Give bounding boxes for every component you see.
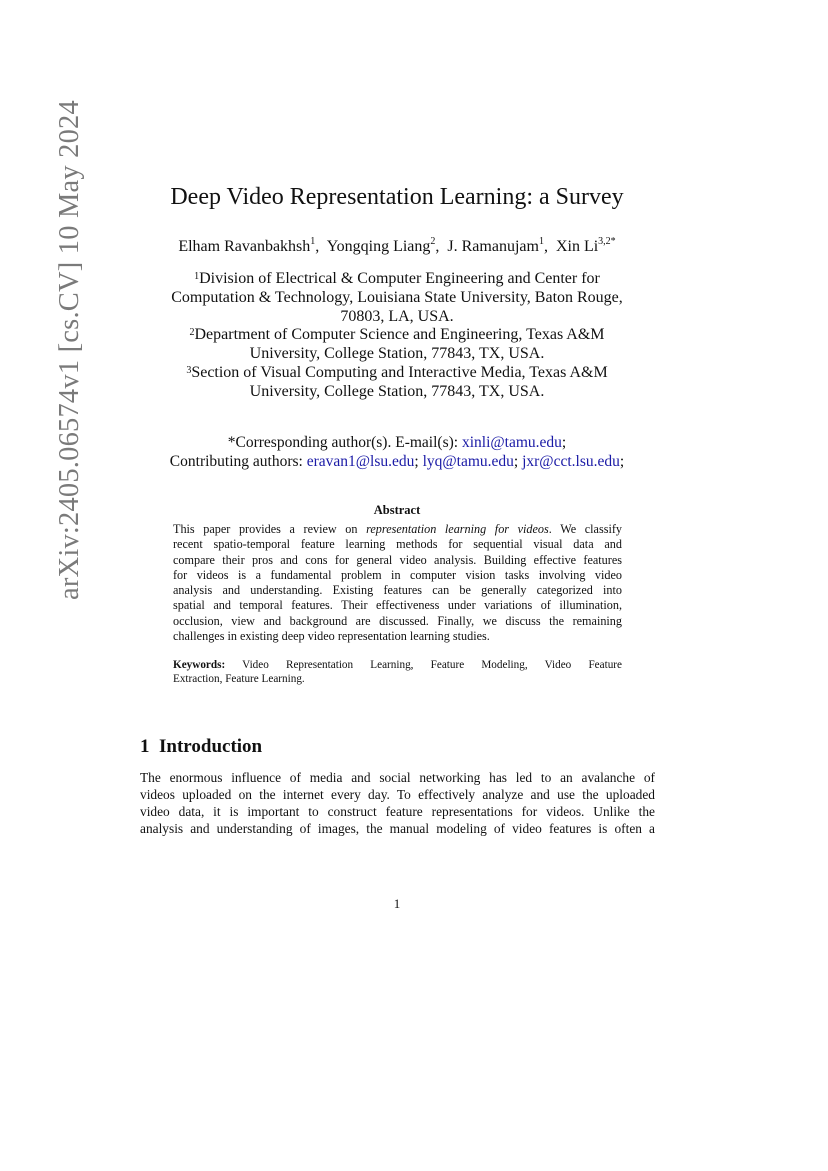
corresponding-author-line: *Corresponding author(s). E-mail(s): xinli@tamu.edu;	[227, 434, 567, 451]
affiliation-line: Section of Visual Computing and Interactive Media, Texas A&M	[191, 364, 608, 381]
affiliation-line: University, College Station, 77843, TX, USA.	[249, 383, 545, 400]
abstract-line: spatial and temporal features. Their effectiveness under variations of illumination,	[173, 598, 622, 613]
corresponding-email-link[interactable]: xinli@tamu.edu	[461, 434, 562, 451]
abstract-line: recent spatio-temporal feature learning methods for sequential visual data and	[173, 537, 622, 552]
abstract-heading: Abstract	[373, 503, 421, 517]
affiliation-line: Computation & Technology, Louisiana State University, Baton Rouge,	[171, 289, 623, 306]
arxiv-identifier-stamp: arXiv:2405.06574v1 [cs.CV] 10 May 2024	[54, 100, 85, 600]
abstract-line: occlusion, view and background are discussed. Finally, we discuss the remaining	[173, 613, 622, 628]
contributing-authors-line: Contributing authors: eravan1@lsu.edu; lyq@tamu.edu; jxr@cct.lsu.edu;	[169, 453, 625, 470]
author-name: J. Ramanujam	[447, 238, 539, 255]
affiliation-superscript: 2	[189, 327, 195, 338]
author-name: Yongqing Liang	[326, 238, 431, 255]
paragraph-line: The enormous influence of media and social networking has led to an avalanche of	[140, 770, 655, 785]
corresponding-label: *Corresponding author(s). E-mail(s):	[227, 434, 462, 451]
abstract-line: challenges in existing deep video representation learning studies.	[173, 629, 490, 644]
contributor-email-link[interactable]: eravan1@lsu.edu	[306, 453, 415, 470]
abstract-line: for videos is a fundamental problem in computer vision tasks involving video	[173, 567, 622, 582]
affiliation-3	[0, 363, 794, 401]
affiliation-2	[0, 325, 794, 363]
author-name: Xin Li	[555, 238, 599, 255]
keywords-label: Keywords:	[173, 659, 226, 671]
contributor-email-link[interactable]: lyq@tamu.edu	[422, 453, 514, 470]
introduction-paragraph	[140, 769, 655, 837]
keywords	[173, 658, 622, 686]
contributing-label: Contributing authors:	[169, 453, 307, 470]
affiliation-line: Department of Computer Science and Engineering, Texas A&M	[194, 326, 605, 343]
abstract-line: analysis and understanding. Existing features can be generally categorized into	[173, 583, 622, 598]
keywords-text: Extraction, Feature Learning.	[173, 673, 305, 685]
author-superscript: 3,2*	[598, 236, 616, 247]
abstract-text: This paper provides a review on	[173, 522, 367, 536]
affiliation-line: 70803, LA, USA.	[340, 308, 454, 325]
contributor-email-link[interactable]: jxr@cct.lsu.edu	[522, 453, 620, 470]
abstract-line: compare their pros and cons for general video analysis. Building effective features	[173, 552, 622, 567]
paragraph-line: video data, it is important to construct feature representations for videos. Unlike the	[140, 804, 655, 819]
paragraph-line: videos uploaded on the internet every day. To effectively analyze and use the uploaded	[140, 787, 655, 802]
author-superscript: 1	[538, 236, 544, 247]
contact-info	[0, 433, 794, 471]
author-superscript: 2	[430, 236, 436, 247]
author-superscript: 1	[310, 236, 316, 247]
affiliation-1	[0, 269, 794, 326]
paper-title: Deep Video Representation Learning: a Survey	[170, 184, 624, 210]
keywords-text: Video Representation Learning, Feature Modeling, Video Feature	[225, 659, 622, 671]
abstract-emphasis: representation learning for videos	[366, 522, 549, 536]
abstract-text: . We classify	[548, 522, 622, 536]
page-number: 1	[393, 896, 401, 911]
section-heading	[140, 736, 262, 758]
affiliation-superscript: 3	[186, 365, 192, 376]
author-list: Elham Ravanbakhsh$^1$, Yongqing Liang$^2$, J. Ramanujam$^1$, Xin $Li^{3,2*}$	[178, 236, 616, 255]
abstract-line	[173, 522, 622, 537]
section-number: 1	[140, 736, 150, 757]
abstract-body	[173, 522, 622, 644]
section-title: Introduction	[159, 736, 263, 757]
affiliation-line: University, College Station, 77843, TX, USA.	[249, 345, 545, 362]
affiliation-superscript: 1	[194, 271, 200, 282]
author-name: Elham Ravanbakhsh	[178, 238, 311, 255]
paragraph-line: analysis and understanding of images, the manual modeling of video features is often a	[140, 821, 655, 836]
affiliation-line: Division of Electrical & Computer Engineering and Center for	[199, 270, 600, 287]
